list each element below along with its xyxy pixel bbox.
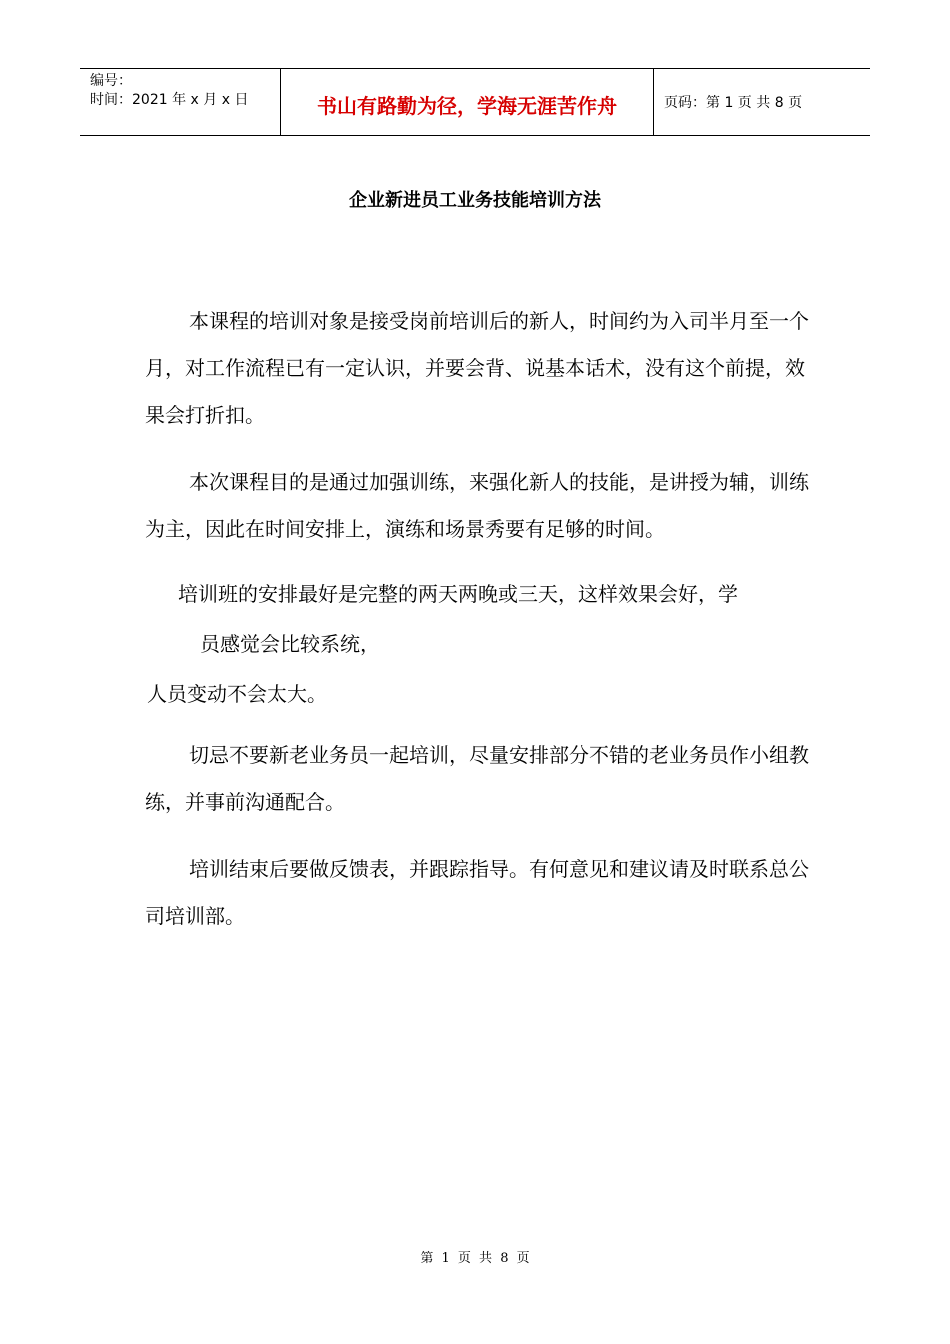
page-footer: 第 1 页 共 8 页 — [420, 1251, 530, 1266]
paragraph-2: 本次课程目的是通过加强训练，来强化新人的技能，是讲授为辅，训练为主，因此在时间安排上，演练和场景秀要有足够的时间。 — [145, 470, 809, 541]
document-date: 时间：2021 年 x 月 x 日 — [90, 92, 249, 108]
header-info-cell — [80, 69, 281, 135]
paragraph-5: 培训结束后要做反馈表，并跟踪指导。有何意见和建议请及时联系总公司培训部。 — [145, 857, 809, 928]
paragraph-3-line-3: 人员变动不会太大。 — [147, 682, 327, 706]
document-number-label: 编号： — [90, 73, 132, 89]
paragraph-3-line-1: 培训班的安排最好是完整的两天两晚或三天，这样效果会好，学 — [178, 582, 738, 606]
paragraph-3-line-2: 员感觉会比较系统， — [200, 632, 380, 656]
header-motto: 书山有路勤为径，学海无涯苦作舟 — [281, 69, 654, 135]
document-title: 企业新进员工业务技能培训方法 — [349, 190, 601, 211]
paragraph-4: 切忌不要新老业务员一起培训，尽量安排部分不错的老业务员作小组教练，并事前沟通配合。 — [145, 743, 809, 814]
header-page-code: 页码：第 1 页 共 8 页 — [664, 95, 803, 111]
header-table — [80, 68, 870, 136]
paragraph-1: 本课程的培训对象是接受岗前培训后的新人，时间约为入司半月至一个月，对工作流程已有一定认识，并要会背、说基本话术，没有这个前提，效果会打折扣。 — [145, 309, 809, 427]
